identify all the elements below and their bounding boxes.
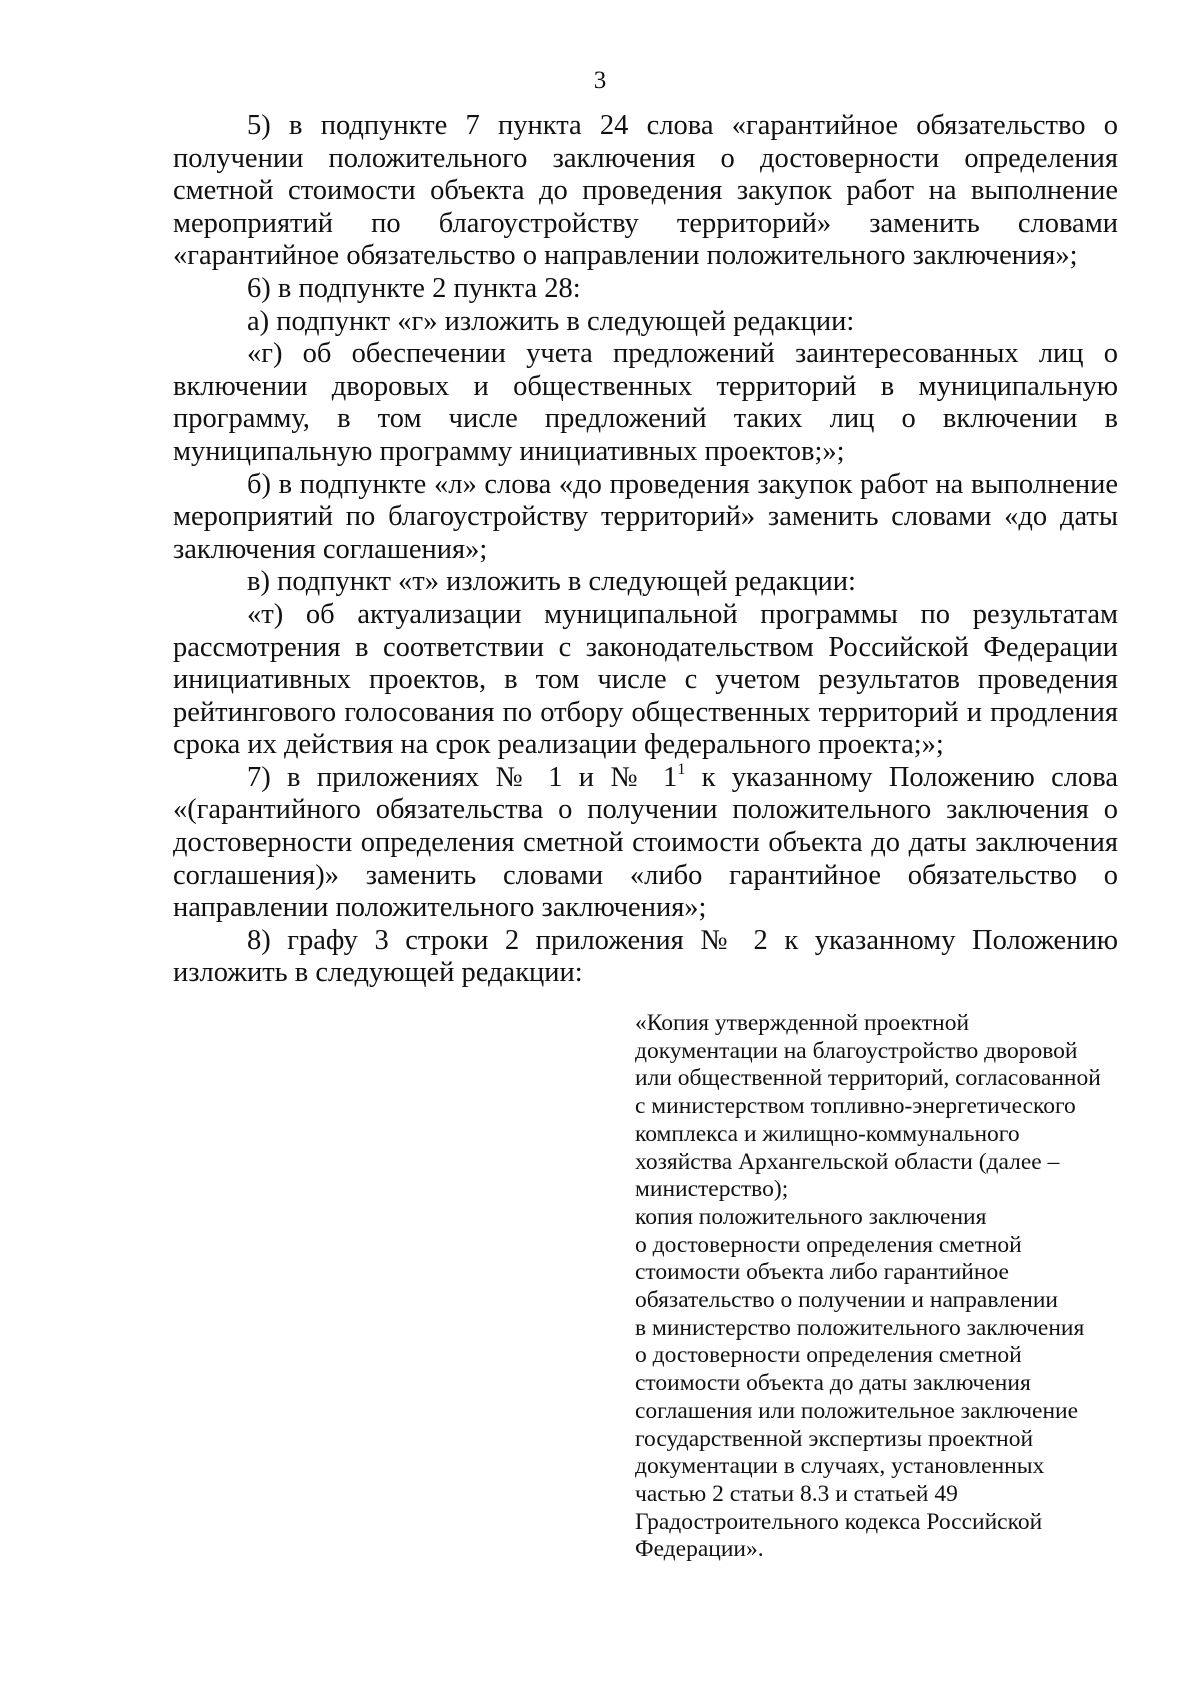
paragraph-item-6: 6) в подпункте 2 пункта 28:	[247, 272, 581, 304]
quote-line: частью 2 статьи 8.3 и статьей 49	[635, 1480, 958, 1507]
quote-line: хозяйства Архангельской области (далее –	[635, 1148, 1060, 1175]
quote-line: стоимости объекта до даты заключения	[635, 1370, 1031, 1397]
quote-line: о достоверности определения сметной	[635, 1231, 1022, 1258]
quote-line: соглашения или положительное заключение	[635, 1397, 1079, 1424]
paragraph-item-8: 8) графу 3 строки 2 приложения № 2 к указанному Положению изложить в следующей редакции:	[173, 924, 1118, 989]
quote-line: или общественной территорий, согласованной	[635, 1065, 1101, 1092]
quote-line: с министерством топливно-энергетического	[635, 1093, 1076, 1120]
quote-line: министерство);	[635, 1176, 789, 1203]
paragraph-subitem-v: в) подпункт «т» изложить в следующей редакции:	[247, 566, 856, 598]
quote-line: копия положительного заключения	[635, 1203, 987, 1230]
quote-line: государственной экспертизы проектной	[635, 1425, 1034, 1452]
quote-line: Градостроительного кодекса Российской	[635, 1508, 1043, 1535]
paragraph-item-5: 5) в подпункте 7 пункта 24 слова «гарантийное обязательство о получении положительного заключения о достоверности определения сметной стоимости объекта до проведения закупок работ на выполнение мероприятий по благоустройству территорий» заменить словами «гарантийное обязательство о направлении положительного заключения»;	[173, 110, 1118, 272]
quote-line: комплекса и жилищно-коммунального	[635, 1120, 1020, 1147]
quote-line: о достоверности определения сметной	[635, 1342, 1022, 1369]
replacement-text-block	[635, 1010, 1130, 1564]
paragraph-item-7	[173, 762, 1118, 925]
quote-line: «Копия утвержденной проектной	[635, 1010, 970, 1036]
quote-line: документации в случаях, установленных	[635, 1453, 1045, 1480]
paragraph-item-7-end: к указанному Положению слова «(гарантийного обязательства о получении положительного заключения о достоверности определения сметной стоимости объекта до даты заключения соглашения)» заменить словами «либо гарантийное обязательство о направлении положительного заключения»;	[173, 761, 1118, 924]
superscript-index: 1	[677, 760, 686, 778]
quote-line: Федерации».	[635, 1536, 764, 1563]
page-number: 3	[593, 67, 607, 94]
paragraph-subitem-a: а) подпункт «г» изложить в следующей редакции:	[247, 305, 855, 337]
paragraph-item-7-start: 7) в приложениях № 1 и № 1	[247, 761, 678, 793]
paragraph-quote-t: «т) об актуализации муниципальной программы по результатам рассмотрения в соответствии с законодательством Российской Федерации инициативных проектов, в том числе с учетом результатов проведения рейтингового голосования по отбору общественных территорий и продления срока их действия на срок реализации федерального проекта;»;	[173, 598, 1118, 761]
quote-line: документации на благоустройство дворовой	[635, 1037, 1078, 1064]
quote-line: обязательство о получении и направлении	[635, 1287, 1058, 1314]
quote-line: в министерство положительного заключения	[635, 1314, 1085, 1341]
document-body	[173, 110, 1118, 990]
paragraph-subitem-b: б) в подпункте «л» слова «до проведения закупок работ на выполнение мероприятий по благоустройству территорий» заменить словами «до даты заключения соглашения»;	[173, 468, 1118, 565]
quote-line: стоимости объекта либо гарантийное	[635, 1259, 1009, 1286]
paragraph-quote-g: «г) об обеспечении учета предложений заинтересованных лиц о включении дворовых и общественных территорий в муниципальную программу, в том числе предложений таких лиц о включении в муниципальную программу инициативных проектов;»;	[173, 338, 1118, 467]
